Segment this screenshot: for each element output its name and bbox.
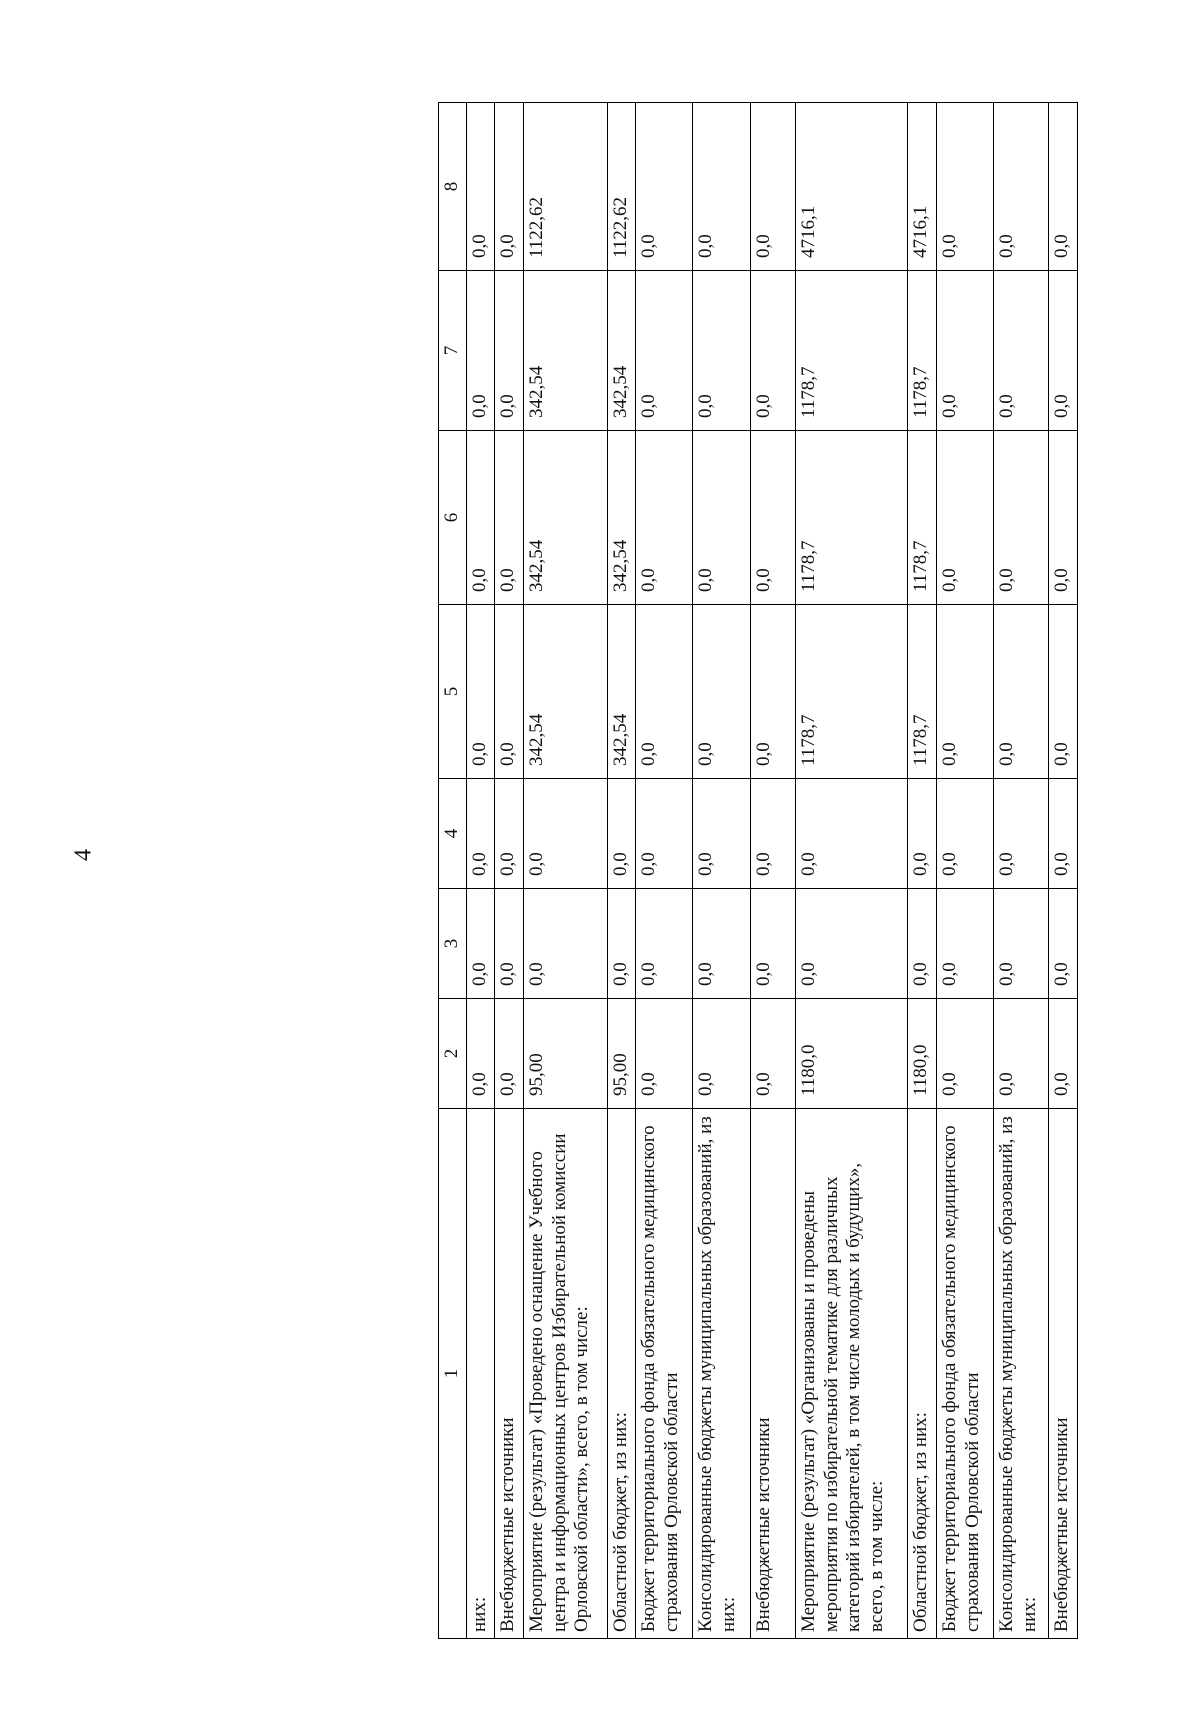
- value-cell: 0,0: [693, 605, 750, 779]
- value-cell: 0,0: [1049, 999, 1078, 1109]
- value-cell: 0,0: [466, 889, 494, 999]
- value-cell: 0,0: [908, 889, 937, 999]
- value-cell: 342,54: [607, 271, 635, 431]
- value-cell: 0,0: [994, 779, 1049, 889]
- table-row: [795, 103, 908, 1639]
- row-description-cell: Бюджет территориального фонда обязательного медицинского страхования Орловской области: [636, 1109, 693, 1639]
- column-header-3: 3: [439, 889, 467, 999]
- table-row: [750, 103, 795, 1639]
- value-cell: 1180,0: [795, 999, 908, 1109]
- value-cell: 0,0: [495, 605, 524, 779]
- value-cell: 0,0: [994, 889, 1049, 999]
- value-cell: 0,0: [1049, 431, 1078, 605]
- budget-table: [438, 102, 1078, 1639]
- table-row: [636, 103, 693, 1639]
- value-cell: 0,0: [466, 999, 494, 1109]
- table-header-row: [439, 103, 467, 1639]
- value-cell: 342,54: [523, 271, 607, 431]
- value-cell: 0,0: [936, 605, 993, 779]
- value-cell: 0,0: [495, 103, 524, 271]
- table-row: [495, 103, 524, 1639]
- column-header-1: 1: [439, 1109, 467, 1639]
- value-cell: 0,0: [994, 271, 1049, 431]
- value-cell: 1122,62: [607, 103, 635, 271]
- value-cell: 0,0: [936, 779, 993, 889]
- value-cell: 0,0: [795, 779, 908, 889]
- value-cell: 0,0: [693, 103, 750, 271]
- value-cell: 0,0: [693, 779, 750, 889]
- value-cell: 0,0: [750, 605, 795, 779]
- table-row: [523, 103, 607, 1639]
- value-cell: 0,0: [936, 999, 993, 1109]
- value-cell: 0,0: [636, 271, 693, 431]
- value-cell: 0,0: [750, 999, 795, 1109]
- value-cell: 0,0: [750, 103, 795, 271]
- value-cell: 0,0: [994, 431, 1049, 605]
- table-row: [908, 103, 937, 1639]
- page-number: 4: [70, 849, 97, 861]
- value-cell: 0,0: [1049, 103, 1078, 271]
- row-description-cell: Консолидированные бюджеты муниципальных образований, из них:: [693, 1109, 750, 1639]
- value-cell: 342,54: [607, 605, 635, 779]
- table-row: [466, 103, 494, 1639]
- value-cell: 0,0: [908, 779, 937, 889]
- value-cell: 0,0: [495, 999, 524, 1109]
- value-cell: 0,0: [750, 271, 795, 431]
- value-cell: 0,0: [495, 779, 524, 889]
- value-cell: 0,0: [994, 999, 1049, 1109]
- value-cell: 0,0: [523, 889, 607, 999]
- table-row: [1049, 103, 1078, 1639]
- value-cell: 0,0: [466, 605, 494, 779]
- value-cell: 0,0: [936, 271, 993, 431]
- column-header-2: 2: [439, 999, 467, 1109]
- column-header-4: 4: [439, 779, 467, 889]
- value-cell: 0,0: [495, 889, 524, 999]
- row-description-cell: Мероприятие (результат) «Организованы и проведены мероприятия по избирательной тематике для различных категорий избирателей, в том числе молодых и будущих», всего, в том числе:: [795, 1109, 908, 1639]
- value-cell: 0,0: [693, 271, 750, 431]
- value-cell: 0,0: [936, 431, 993, 605]
- table-body: [466, 103, 1077, 1639]
- row-description-cell: Внебюджетные источники: [495, 1109, 524, 1639]
- value-cell: 0,0: [466, 431, 494, 605]
- value-cell: 0,0: [750, 889, 795, 999]
- value-cell: 0,0: [1049, 779, 1078, 889]
- value-cell: 0,0: [636, 999, 693, 1109]
- value-cell: 0,0: [636, 103, 693, 271]
- value-cell: 0,0: [466, 271, 494, 431]
- value-cell: 1122,62: [523, 103, 607, 271]
- value-cell: 0,0: [750, 779, 795, 889]
- value-cell: 0,0: [936, 103, 993, 271]
- value-cell: 0,0: [1049, 889, 1078, 999]
- value-cell: 0,0: [636, 605, 693, 779]
- value-cell: 95,00: [523, 999, 607, 1109]
- row-description-cell: Бюджет территориального фонда обязательного медицинского страхования Орловской области: [936, 1109, 993, 1639]
- value-cell: 0,0: [466, 103, 494, 271]
- value-cell: 0,0: [466, 779, 494, 889]
- row-description-cell: Внебюджетные источники: [750, 1109, 795, 1639]
- value-cell: 0,0: [936, 889, 993, 999]
- value-cell: 0,0: [495, 271, 524, 431]
- row-description-cell: Областной бюджет, из них:: [607, 1109, 635, 1639]
- value-cell: 0,0: [693, 889, 750, 999]
- value-cell: 1178,7: [795, 431, 908, 605]
- table-row: [994, 103, 1049, 1639]
- rotated-table-container: [438, 103, 1078, 1639]
- value-cell: 0,0: [994, 605, 1049, 779]
- value-cell: 0,0: [523, 779, 607, 889]
- row-description-cell: Внебюджетные источники: [1049, 1109, 1078, 1639]
- value-cell: 4716,1: [908, 103, 937, 271]
- row-description-cell: них:: [466, 1109, 494, 1639]
- value-cell: 1178,7: [908, 271, 937, 431]
- row-description-cell: Областной бюджет, из них:: [908, 1109, 937, 1639]
- table-row: [607, 103, 635, 1639]
- column-header-5: 5: [439, 605, 467, 779]
- value-cell: 0,0: [795, 889, 908, 999]
- value-cell: 0,0: [994, 103, 1049, 271]
- table-row: [693, 103, 750, 1639]
- value-cell: 0,0: [750, 431, 795, 605]
- value-cell: 342,54: [523, 605, 607, 779]
- value-cell: 0,0: [636, 779, 693, 889]
- value-cell: 1178,7: [908, 431, 937, 605]
- column-header-8: 8: [439, 103, 467, 271]
- value-cell: 0,0: [1049, 605, 1078, 779]
- value-cell: 1178,7: [908, 605, 937, 779]
- value-cell: 342,54: [523, 431, 607, 605]
- value-cell: 0,0: [693, 999, 750, 1109]
- table-row: [936, 103, 993, 1639]
- value-cell: 0,0: [607, 779, 635, 889]
- value-cell: 95,00: [607, 999, 635, 1109]
- value-cell: 1178,7: [795, 605, 908, 779]
- column-header-6: 6: [439, 431, 467, 605]
- row-description-cell: Консолидированные бюджеты муниципальных образований, из них:: [994, 1109, 1049, 1639]
- value-cell: 0,0: [495, 431, 524, 605]
- value-cell: 0,0: [1049, 271, 1078, 431]
- value-cell: 0,0: [607, 889, 635, 999]
- value-cell: 0,0: [693, 431, 750, 605]
- value-cell: 4716,1: [795, 103, 908, 271]
- value-cell: 1178,7: [795, 271, 908, 431]
- value-cell: 342,54: [607, 431, 635, 605]
- value-cell: 1180,0: [908, 999, 937, 1109]
- value-cell: 0,0: [636, 431, 693, 605]
- value-cell: 0,0: [636, 889, 693, 999]
- column-header-7: 7: [439, 271, 467, 431]
- row-description-cell: Мероприятие (результат) «Проведено оснащение Учебного центра и информационных центров Избирательной комиссии Орловской области», всего, в том числе:: [523, 1109, 607, 1639]
